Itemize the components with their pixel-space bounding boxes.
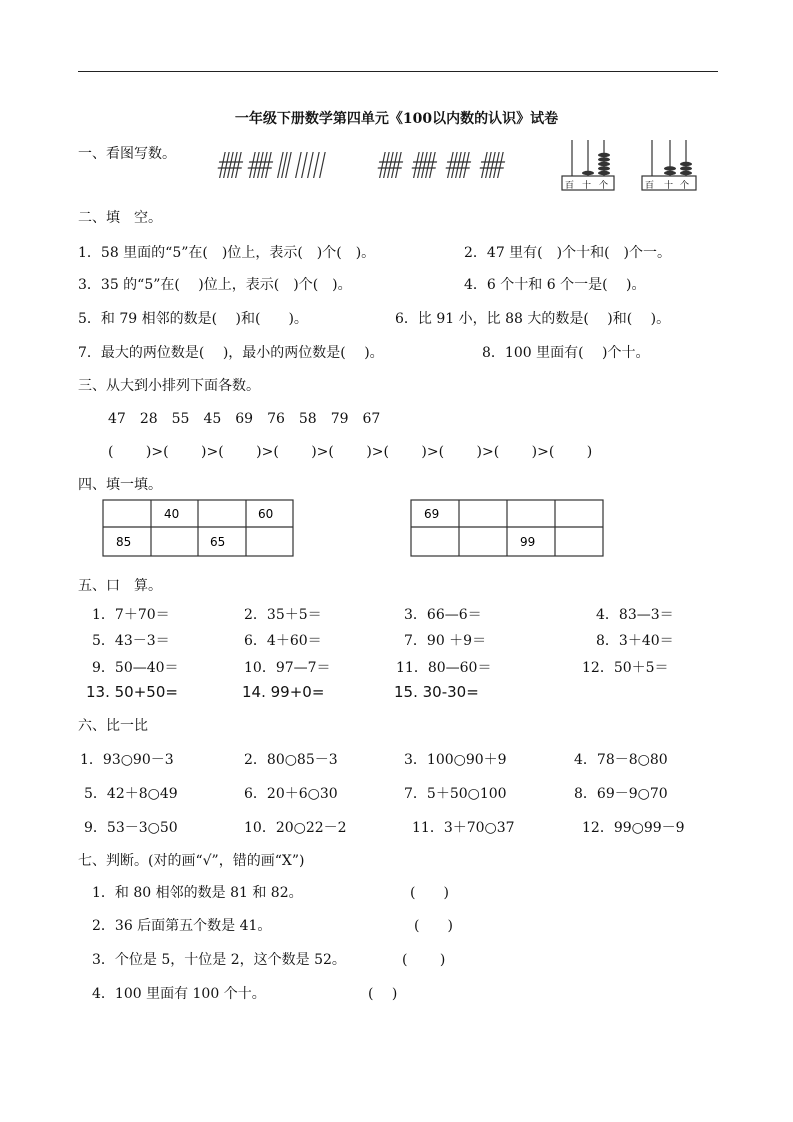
compare-9: 9．53－3○50 [84,820,178,836]
fill-question-7: 7．最大的两位数是( )，最小的两位数是( )。 [78,345,384,361]
abacus-2-label-tens: 十 [664,181,674,191]
fill-question-6: 6．比 91 小，比 88 大的数是( )和( )。 [395,311,671,327]
abacus-2-label-ones: 个 [680,181,690,191]
mental-math-5: 5．43－3＝ [92,633,170,649]
grid-left-cell-r2c3: 65 [210,535,226,549]
stick-bundles-picture-2 [372,148,537,184]
fill-question-4: 4．6 个十和 6 个一是( )。 [464,277,646,293]
judge-3-blank: ( ) [402,952,446,968]
mental-math-14: 14. 99+0= [242,683,325,701]
fill-question-5: 5．和 79 相邻的数是( )和( )。 [78,311,308,327]
section-4-heading: 四、填一填。 [78,477,162,493]
number-grid-right [410,499,606,559]
judge-3-text: 3．个位是 5，十位是 2，这个数是 52。 [92,952,346,968]
grid-right-cell-r1c1: 69 [424,507,440,521]
judge-2-text: 2．36 后面第五个数是 41。 [92,918,272,934]
grid-left-cell-r1c2: 40 [164,507,180,521]
mental-math-4: 4．83—3＝ [596,607,674,623]
compare-12: 12．99○99－9 [582,820,685,836]
section-2-heading: 二、填 空。 [78,210,162,226]
judge-4-blank: ( ) [368,986,398,1002]
mental-math-12: 12．50＋5＝ [582,660,669,676]
abacus-1-label-tens: 十 [582,181,592,191]
stick-bundles-picture-1 [212,148,342,184]
compare-6: 6．20＋6○30 [244,786,338,802]
abacus-1-label-hundreds: 百 [565,181,575,191]
section-3-heading: 三、从大到小排列下面各数。 [78,378,260,394]
abacus-1-label-ones: 个 [599,181,609,191]
judge-2-blank: ( ) [414,918,453,934]
grid-left-cell-r2c1: 85 [116,535,132,549]
mental-math-3: 3．66—6＝ [404,607,482,623]
compare-11: 11．3＋70○37 [412,820,515,836]
grid-right-cell-r2c3: 99 [520,535,536,549]
number-grid-left [102,499,297,559]
fill-question-3: 3．35 的“5”在( )位上，表示( )个( )。 [78,277,352,293]
compare-5: 5．42＋8○49 [84,786,178,802]
compare-8: 8．69－9○70 [574,786,668,802]
grid-left-cell-r1c4: 60 [258,507,274,521]
judge-4-text: 4．100 里面有 100 个十。 [92,986,266,1002]
abacus-picture-1 [560,138,618,192]
mental-math-11: 11．80—60＝ [396,660,492,676]
judge-1-blank: ( ) [410,885,449,901]
mental-math-2: 2．35＋5＝ [244,607,322,623]
compare-3: 3．100○90＋9 [404,752,507,768]
fill-question-8: 8．100 里面有( )个十。 [482,345,650,361]
mental-math-15: 15. 30-30= [394,683,479,701]
section-5-heading: 五、口 算。 [78,578,162,594]
top-rule [78,71,718,72]
compare-2: 2．80○85－3 [244,752,338,768]
numbers-to-order: 47 28 55 45 69 76 58 79 67 [108,411,381,427]
fill-question-1: 1．58 里面的“5”在( )位上，表示( )个( )。 [78,245,376,261]
ordering-blanks: ( )>( )>( )>( )>( )>( )>( )>( )>( ) [108,444,593,460]
mental-math-9: 9．50—40＝ [92,660,179,676]
compare-4: 4．78－8○80 [574,752,668,768]
compare-1: 1．93○90－3 [80,752,174,768]
section-1-heading: 一、看图写数。 [78,146,176,162]
mental-math-8: 8．3＋40＝ [596,633,674,649]
judge-1-text: 1．和 80 相邻的数是 81 和 82。 [92,885,303,901]
page-title: 一年级下册数学第四单元《100以内数的认识》试卷 [234,111,559,127]
abacus-picture-2 [640,138,700,192]
mental-math-7: 7．90 ＋9＝ [404,633,487,649]
abacus-2-label-hundreds: 百 [645,181,655,191]
section-6-heading: 六、比一比 [78,718,148,734]
mental-math-10: 10．97—7＝ [244,660,331,676]
mental-math-1: 1．7＋70＝ [92,607,170,623]
fill-question-2: 2．47 里有( )个十和( )个一。 [464,245,672,261]
compare-7: 7．5＋50○100 [404,786,507,802]
mental-math-13: 13. 50+50= [86,683,178,701]
section-7-heading: 七、判断。(对的画“√”，错的画“X”) [78,853,305,869]
mental-math-6: 6．4＋60＝ [244,633,322,649]
compare-10: 10．20○22－2 [244,820,347,836]
